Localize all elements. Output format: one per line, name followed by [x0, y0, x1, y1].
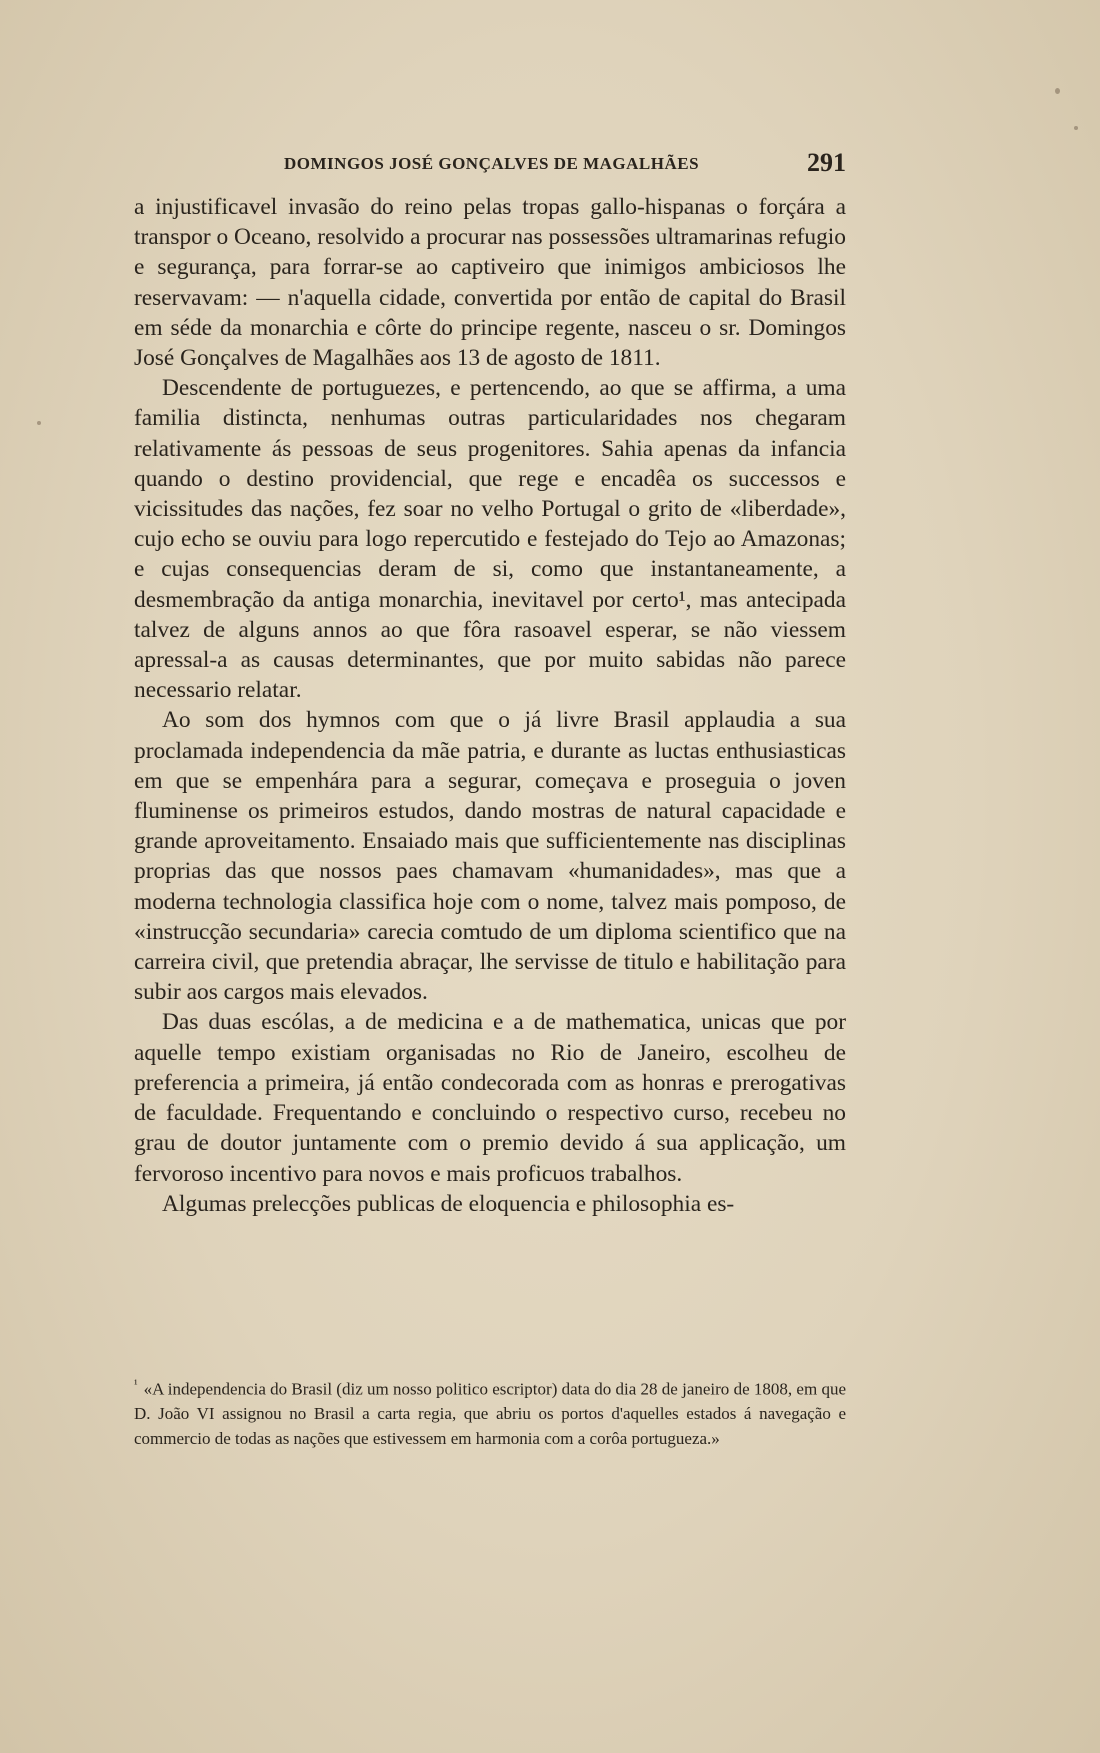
- footnote-marker: ¹: [134, 1377, 138, 1391]
- footnote-text: «A independencia do Brasil (diz um nosso politico escriptor) data do dia 28 de janeiro de 1808, em que D. João VI assignou no Brasil a carta regia, que abriu os portos d'aquelles estados á navegação e commercio de todas as nações que estivessem em harmonia com a corôa portugueza.»: [134, 1379, 846, 1448]
- running-title: DOMINGOS JOSÉ GONÇALVES DE MAGALHÃES: [284, 154, 700, 173]
- paragraph-3: Ao som dos hymnos com que o já livre Brasil applaudia a sua proclamada independencia da mãe patria, e durante as luctas enthusiasticas em que se empenhára para a segurar, começava e proseguia o joven fluminense os primeiros estudos, dando mostras de natural capacidade e grande aproveitamento. Ensaiado mais que sufficientemente nas disciplinas proprias das que nossos paes chamavam «humanidades», mas que a moderna technologia classifica hoje com o nome, talvez mais pomposo, de «instrucção secundaria» carecia comtudo de um diploma scientifico que na carreira civil, que pretendia abraçar, lhe servisse de titulo e habilitação para subir aos cargos mais elevados.: [134, 707, 846, 1006]
- footnote: [134, 1372, 846, 1451]
- paragraph-1: a injustificavel invasão do reino pelas tropas gallo-hispanas o forçára a transpor o Oceano, resolvido a procurar nas possessões ultramarinas refugio e segurança, para forrar-se ao captiveiro que inimigos ambiciosos lhe reservavam: — n'aquella cidade, convertida por então de capital do Brasil em séde da monarchia e côrte do principe regente, nasceu o sr. Domingos José Gonçalves de Magalhães aos 13 de agosto de 1811.: [134, 194, 846, 372]
- paper-speck: [1074, 126, 1078, 130]
- paragraph-5: Algumas prelecções publicas de eloquencia e philosophia es-: [162, 1190, 735, 1217]
- paper-speck: [37, 421, 41, 425]
- paragraph-4: Das duas escólas, a de medicina e a de mathematica, unicas que por aquelle tempo existiam organisadas no Rio de Janeiro, escolheu de preferencia a primeira, já então condecorada com as honras e prerogativas de faculdade. Frequentando e concluindo o respectivo curso, recebeu no grau de doutor juntamente com o premio devido á sua applicação, um fervoroso incentivo para novos e mais proficuos trabalhos.: [134, 1009, 846, 1187]
- paper-speck: [1055, 88, 1060, 94]
- paragraph-2: Descendente de portuguezes, e pertencendo, ao que se affirma, a uma familia distincta, nenhumas outras particularidades nos chegaram relativamente ás pessoas de seus progenitores. Sahia apenas da infancia quando o destino providencial, que rege e encadêa os successos e vicissitudes das nações, fez soar no velho Portugal o grito de «liberdade», cujo echo se ouviu para logo repercutido e festejado do Tejo ao Amazonas; e cujas consequencias deram de si, como que instantaneamente, a desmembração da antiga monarchia, inevitavel por certo¹, mas antecipada talvez de alguns annos ao que fôra rasoavel esperar, se não viessem apressal-a as causas determinantes, que por muito sabidas não parece necessario relatar.: [134, 375, 846, 704]
- body-text: [134, 192, 846, 1219]
- page-number: 291: [807, 148, 846, 177]
- page-header: [134, 144, 846, 184]
